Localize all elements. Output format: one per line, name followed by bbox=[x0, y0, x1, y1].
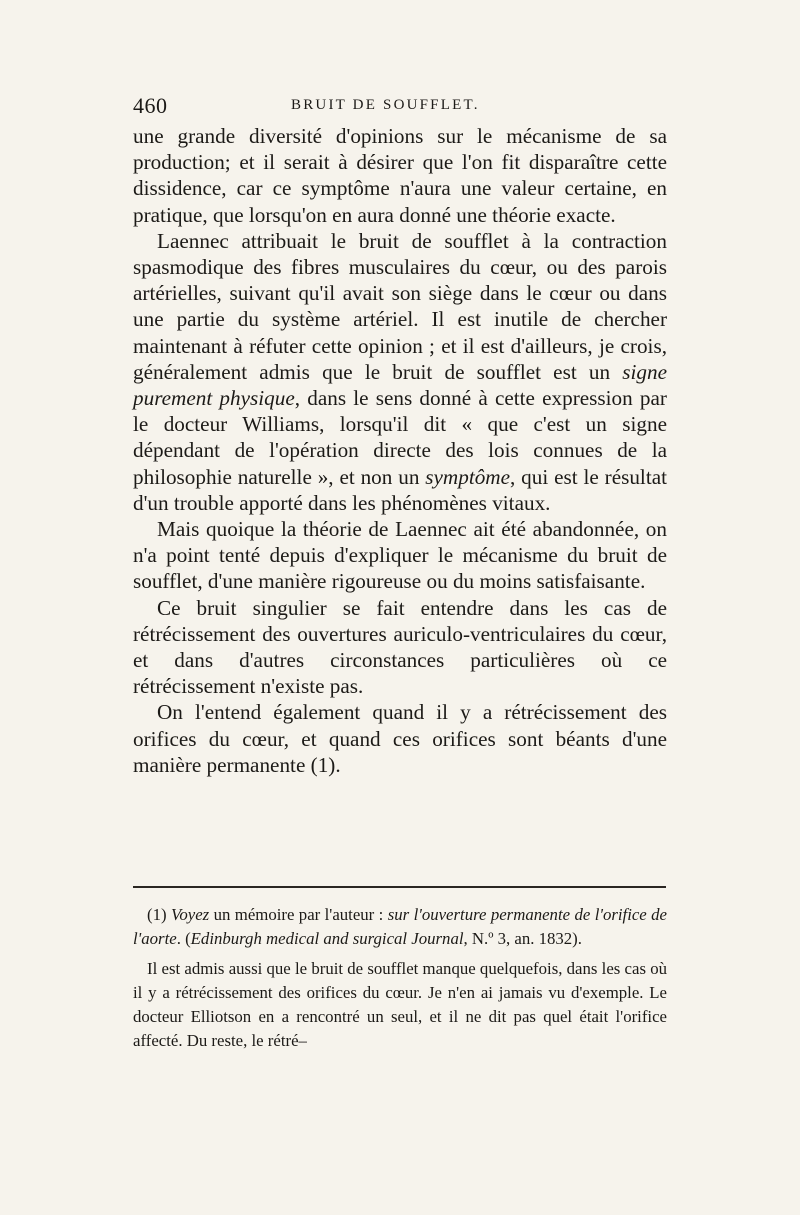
paragraph-2-part-b: , dans le sens donné à cette expression par le docteur Williams, lorsqu'il dit « que c'est un signe dépendant de l'opération directe des lois connues de la philosophie naturelle », et non un bbox=[133, 386, 667, 489]
running-head bbox=[133, 93, 667, 117]
footnote-rule bbox=[133, 886, 666, 888]
page-number: 460 bbox=[133, 93, 168, 118]
footnote-1 bbox=[133, 903, 667, 951]
footnote-1-journal-title: Edinburgh medical and surgical Journal bbox=[190, 929, 464, 948]
footnote-1-part-b: . ( bbox=[176, 929, 191, 948]
footnote-1-article-title: sur l'ouverture permanente de l'orifice de l'aorte bbox=[133, 905, 667, 948]
footnote-1-mark: (1) bbox=[147, 905, 171, 924]
running-title: BRUIT DE SOUFFLET. bbox=[291, 97, 480, 113]
footnote-1-part-a: un mémoire par l'auteur : bbox=[209, 905, 388, 924]
paragraph-1: une grande diversité d'opinions sur le mécanisme de sa production; et il serait à désirer que l'on fit disparaître cette dissidence, car ce symptôme n'aura une valeur certaine, en pratique, que lorsqu'on en aura donné une théorie exacte. bbox=[133, 124, 667, 227]
emphasis-signe-physique: signe purement physique bbox=[133, 359, 667, 411]
paragraph-2-part-c: , qui est le résultat d'un trouble apporté dans les phénomènes vitaux. bbox=[133, 464, 668, 515]
paragraph-2-part-a: Laennec attribuait le bruit de soufflet à la contraction spasmodique des fibres musculaires du cœur, ou des parois artérielles, suivant qu'il avait son siège dans le cœur ou dans une partie du système artériel. Il est inutile de chercher maintenant à réfuter cette opinion ; et il est d'ailleurs, je crois, généralement admis que le bruit de soufflet est un bbox=[133, 228, 667, 384]
footnote-2: Il est admis aussi que le bruit de soufflet manque quelquefois, dans les cas où il y a rétrécissement des orifices du cœur. Je n'en ai jamais vu d'exemple. Le docteur Elliotson en a rencontré un seul, et il ne dit pas quel était l'orifice affecté. Du reste, le rétré– bbox=[133, 959, 667, 1050]
emphasis-symptome: symptôme bbox=[425, 464, 511, 489]
paragraph-2 bbox=[133, 228, 667, 516]
paragraph-3: Mais quoique la théorie de Laennec ait été abandonnée, on n'a point tenté depuis d'expliquer le mécanisme du bruit de soufflet, d'une manière rigoureuse ou du moins satisfaisante. bbox=[133, 517, 667, 594]
paragraph-5: On l'entend également quand il y a rétrécissement des orifices du cœur, et quand ces orifices sont béants d'une manière permanente (1). bbox=[133, 700, 667, 777]
footnote-1-part-c: , N.º 3, an. 1832). bbox=[463, 929, 582, 948]
main-text bbox=[133, 123, 667, 778]
paragraph-4: Ce bruit singulier se fait entendre dans les cas de rétrécissement des ouvertures auriculo-ventriculaires du cœur, et dans d'autres circonstances particulières où ce rétrécissement n'existe pas. bbox=[133, 595, 667, 699]
footnotes bbox=[133, 903, 667, 1053]
footnote-1-voyez: Voyez bbox=[170, 905, 210, 924]
